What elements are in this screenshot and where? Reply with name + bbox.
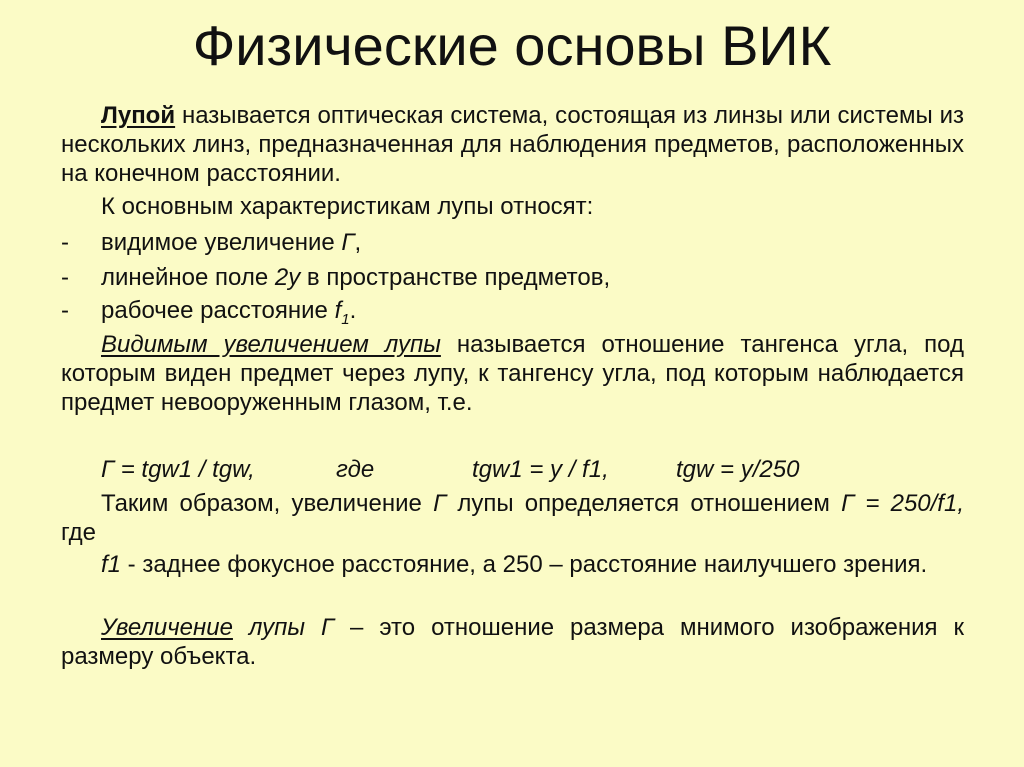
- loupe-definition-text: называется оптическая система, состоящая из линзы или системы из нескольких линз, предназначенная для наблюдения предметов, расположенных на конечном расстоянии.: [61, 102, 964, 187]
- term-loupe: Лупой: [101, 102, 176, 129]
- ratio-text-mid: лупы определяется отношением: [446, 490, 842, 517]
- list-item-text: рабочее расстояние: [101, 297, 335, 324]
- list-item-text: видимое увеличение: [101, 229, 342, 256]
- paragraph-loupe-definition: [61, 101, 964, 188]
- apparent-magnification-text: называется отношение тангенса угла, под которым виден предмет через лупу, к тангенсу угла, под которым наблюдается предмет невооруженным глазом, т.е.: [61, 331, 964, 416]
- list-dash: -: [61, 297, 69, 324]
- formula-magnification: Г = tgw1 / tgw,: [101, 456, 255, 483]
- symbol-f: f: [334, 297, 342, 324]
- paragraph-focal-distance: [61, 550, 964, 579]
- symbol-f1: f1: [101, 551, 122, 578]
- list-item-magnification: [61, 228, 964, 257]
- characteristics-intro: К основным характеристикам лупы относят:: [101, 193, 594, 220]
- list-item-tail: .: [349, 297, 357, 324]
- formula-line: [61, 455, 964, 484]
- paragraph-magnification-ratio: [61, 489, 964, 547]
- ratio-text-tail: где: [61, 519, 97, 546]
- magnification-definition-text: – это отношение размера мнимого изображения к размеру объекта.: [61, 614, 964, 670]
- symbol-gamma: Г: [341, 229, 355, 256]
- formula-where: где: [336, 456, 375, 483]
- list-item-text: линейное поле: [101, 264, 275, 291]
- formula-tgw: tgw = y/250: [676, 456, 800, 483]
- symbol-subscript: 1: [341, 310, 350, 328]
- slide-title: Физические основы ВИК: [192, 14, 832, 77]
- term-magnification: Увеличение: [101, 614, 233, 641]
- list-dash: -: [61, 264, 69, 291]
- list-item-tail: в пространстве предметов,: [300, 264, 611, 291]
- list-item-working-distance: [61, 296, 964, 328]
- symbol-2y: 2y: [274, 264, 301, 291]
- ratio-text: Таким образом, увеличение: [101, 490, 434, 517]
- list-item-linear-field: [61, 263, 964, 292]
- focal-distance-text: - заднее фокусное расстояние, а 250 – расстояние наилучшего зрения.: [121, 551, 928, 578]
- symbol-gamma: Г: [433, 490, 447, 517]
- formula-tgw1: tgw1 = y / f1,: [472, 456, 609, 483]
- term-apparent-magnification: Видимым увеличением лупы: [101, 331, 441, 358]
- list-item-tail: ,: [354, 229, 362, 256]
- paragraph-magnification-definition: [61, 613, 964, 671]
- magnification-symbol: лупы Г: [232, 614, 335, 641]
- list-dash: -: [61, 229, 69, 256]
- paragraph-apparent-magnification: [61, 330, 964, 417]
- formula-ratio: Г = 250/f1,: [841, 490, 964, 517]
